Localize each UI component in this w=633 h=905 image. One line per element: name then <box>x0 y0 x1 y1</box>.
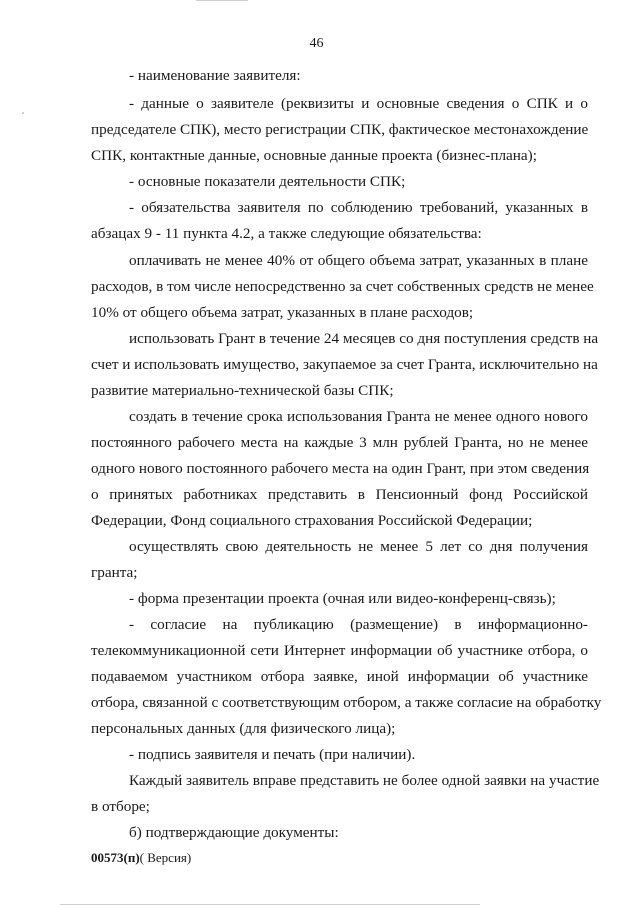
text-line: гранта; <box>91 564 138 581</box>
text-line: б) подтверждающие документы: <box>129 824 339 841</box>
footer-version: ( Версия) <box>139 850 192 865</box>
text-line: 10% от общего объема затрат, указанных в плане расходов; <box>91 304 474 321</box>
text-line: постоянного рабочего места на каждые 3 млн рублей Гранта, но не менее <box>91 434 588 451</box>
text-line: СПК, контактные данные, основные данные проекта (бизнес-плана); <box>91 147 537 164</box>
text-line: использовать Грант в течение 24 месяцев со дня поступления средств на <box>129 330 599 347</box>
text-line: - обязательства заявителя по соблюдению требований, указанных в <box>129 199 588 216</box>
text-line: - согласие на публикацию (размещение) в информационно- <box>129 616 588 633</box>
text-line: подаваемом участником отбора заявке, иной информации об участнике <box>91 668 588 685</box>
text-line: одного нового постоянного рабочего места на один Грант, при этом сведения <box>91 460 590 477</box>
text-line: - данные о заявителе (реквизиты и основные сведения о СПК и о <box>129 95 588 112</box>
text-line: отбора, связанной с соответствующим отбором, а также согласие на обработку <box>91 694 602 711</box>
text-line: телекоммуникационной сети Интернет информации об участнике отбора, о <box>91 642 588 659</box>
text-line: абзацах 9 - 11 пункта 4.2, а также следующие обязательства: <box>91 225 482 242</box>
text-line: - подпись заявителя и печать (при наличии). <box>129 746 416 763</box>
text-line: Каждый заявитель вправе представить не более одной заявки на участие <box>129 772 600 789</box>
footer-code: 00573(п) <box>91 850 140 865</box>
text-line: - форма презентации проекта (очная или видео-конференц-связь); <box>129 590 556 607</box>
text-line: счет и использовать имущество, закупаемое за счет Гранта, исключительно на <box>91 356 598 373</box>
scan-artifact <box>22 112 24 114</box>
text-line: председателе СПК), место регистрации СПК, фактическое местонахождение <box>91 121 589 138</box>
text-line: осуществлять свою деятельность не менее 5 лет со дня получения <box>129 538 588 555</box>
text-line: развитие материально-технической базы СПК; <box>91 382 394 399</box>
page-number: 46 <box>309 36 324 51</box>
text-line: - наименование заявителя: <box>129 67 301 84</box>
text-line: расходов, в том числе непосредственно за счет собственных средств не менее <box>91 278 594 295</box>
text-line: - основные показатели деятельности СПК; <box>129 173 406 190</box>
document-footer <box>91 850 191 866</box>
text-line: о принятых работниках представить в Пенсионный фонд Российской <box>91 486 588 503</box>
text-line: оплачивать не менее 40% от общего объема затрат, указанных в плане <box>129 252 588 269</box>
text-line: в отборе; <box>91 798 150 815</box>
text-line: персональных данных (для физического лица); <box>91 720 396 737</box>
text-line: Федерации, Фонд социального страхования Российской Федерации; <box>91 512 533 529</box>
scan-artifact <box>196 0 248 1</box>
text-line: создать в течение срока использования Гранта не менее одного нового <box>129 408 588 425</box>
